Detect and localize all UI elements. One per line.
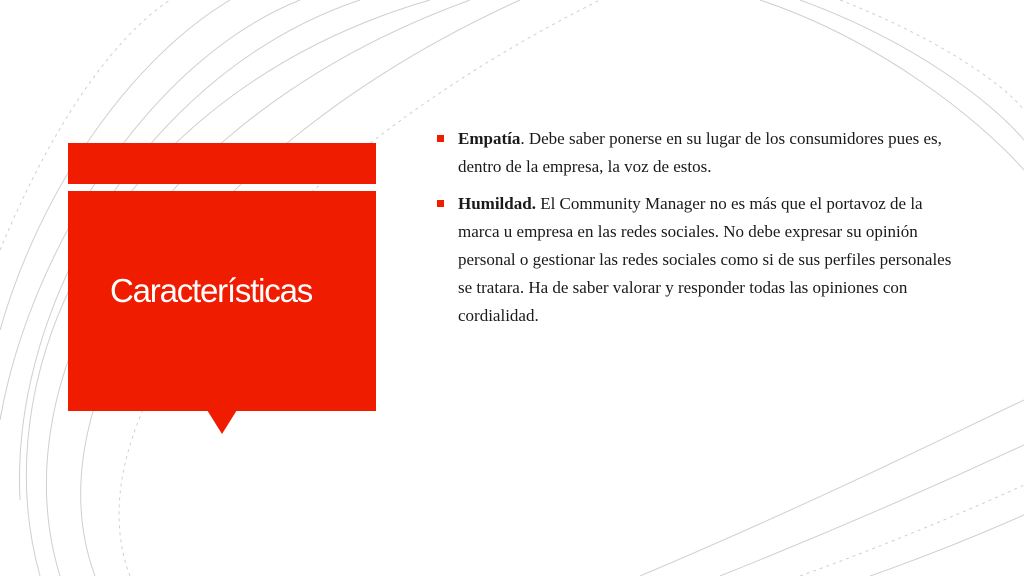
square-bullet-icon bbox=[437, 200, 444, 207]
bullet-text: Debe saber ponerse en su lugar de los consumidores pues es, dentro de la empresa, la voz de estos. bbox=[458, 129, 942, 176]
square-bullet-icon bbox=[437, 135, 444, 142]
bullet-term: Humildad. bbox=[458, 194, 536, 213]
bullet-text: El Community Manager no es más que el portavoz de la marca u empresa en las redes sociales. No debe expresar su opinión personal o gestionar las redes sociales como si de sus perfiles personales se tratara. Ha de saber valorar y responder todas las opiniones con cordialidad. bbox=[458, 194, 952, 325]
bullet-item-empatia bbox=[436, 125, 956, 181]
title-accent-bar bbox=[68, 143, 376, 184]
title-box-pointer bbox=[207, 410, 237, 434]
slide-title: Características bbox=[110, 272, 313, 309]
bullet-item-humildad bbox=[436, 190, 956, 330]
bullet-separator: . bbox=[520, 129, 529, 148]
bullet-list bbox=[436, 125, 956, 339]
bullet-term: Empatía bbox=[458, 129, 521, 148]
